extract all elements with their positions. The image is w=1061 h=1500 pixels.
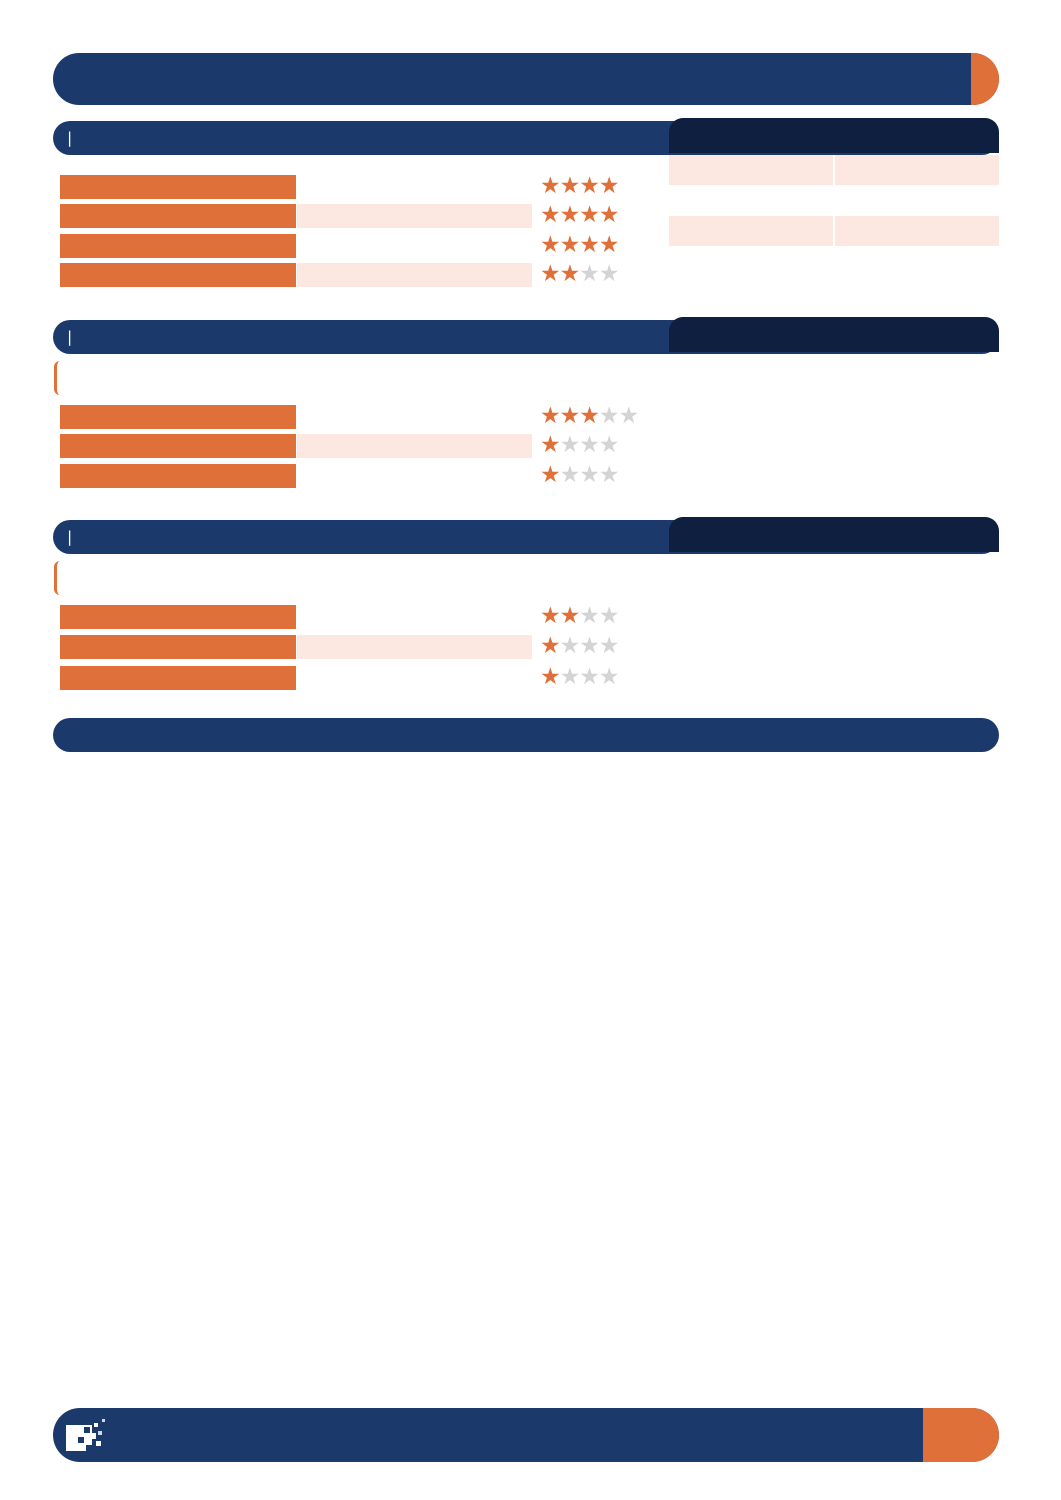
star-filled-icon: ★ (540, 173, 560, 199)
star-filled-icon: ★ (559, 202, 580, 229)
criterion-label (60, 175, 296, 199)
star-filled-icon: ★ (559, 260, 580, 287)
star-empty-icon: ★ (579, 633, 599, 660)
star-filled-icon: ★ (540, 663, 560, 690)
criterion-label (60, 434, 296, 458)
star-filled-icon: ★ (559, 173, 580, 199)
star-filled-icon: ★ (598, 231, 619, 258)
star-rating (540, 203, 619, 227)
star-filled-icon: ★ (559, 403, 580, 429)
criterion-label (60, 405, 296, 429)
star-empty-icon: ★ (598, 260, 619, 287)
star-rating (540, 233, 619, 257)
section-zone (53, 718, 999, 752)
page-title (53, 53, 971, 105)
population-row (669, 155, 999, 185)
footer (53, 1408, 999, 1462)
star-empty-icon: ★ (598, 461, 619, 488)
star-filled-icon: ★ (579, 403, 599, 429)
population-panel-title (669, 118, 999, 153)
star-rating (540, 463, 619, 487)
criterion-value (297, 464, 532, 488)
star-empty-icon: ★ (579, 663, 599, 690)
criterion-value (297, 405, 532, 429)
section-rue: | (53, 320, 999, 354)
star-empty-icon: ★ (618, 403, 639, 429)
criterion-value (297, 434, 532, 458)
star-rating (540, 665, 619, 689)
star-empty-icon: ★ (598, 432, 619, 459)
criterion-label (60, 666, 296, 690)
criterion-label (60, 605, 296, 629)
star-filled-icon: ★ (579, 202, 599, 229)
criterion-label (60, 234, 296, 258)
title-accent (971, 53, 999, 105)
star-empty-icon: ★ (559, 663, 580, 690)
star-filled-icon: ★ (540, 633, 560, 660)
star-rating (540, 262, 619, 286)
star-filled-icon: ★ (540, 260, 560, 287)
star-empty-icon: ★ (579, 603, 599, 629)
page-number (923, 1408, 999, 1462)
rue-note (54, 361, 664, 395)
section-troncon: | (53, 520, 999, 554)
star-rating (540, 174, 619, 198)
star-empty-icon: ★ (598, 603, 619, 629)
star-filled-icon: ★ (559, 231, 580, 258)
section-quartier: | (53, 121, 999, 155)
star-empty-icon: ★ (579, 432, 599, 459)
star-filled-icon: ★ (540, 202, 560, 229)
star-filled-icon: ★ (579, 173, 599, 199)
star-filled-icon: ★ (559, 603, 580, 629)
title-bar (53, 53, 999, 105)
criterion-value (297, 234, 532, 258)
star-filled-icon: ★ (598, 202, 619, 229)
criterion-label (60, 464, 296, 488)
star-rating (540, 604, 619, 628)
population-row (669, 216, 999, 246)
star-empty-icon: ★ (559, 461, 580, 488)
transition-partner-logo (66, 1419, 106, 1451)
star-filled-icon: ★ (540, 432, 560, 459)
star-filled-icon: ★ (579, 231, 599, 258)
criterion-value (297, 666, 532, 690)
criterion-value (297, 204, 532, 228)
star-rating (540, 433, 619, 457)
criterion-value (297, 635, 532, 659)
star-empty-icon: ★ (559, 633, 580, 660)
turnover-rue-title (669, 317, 999, 352)
criterion-value (297, 263, 532, 287)
criterion-label (60, 635, 296, 659)
troncon-note (54, 561, 664, 595)
star-empty-icon: ★ (598, 663, 619, 690)
star-empty-icon: ★ (579, 461, 599, 488)
criterion-value (297, 175, 532, 199)
star-rating (540, 404, 638, 428)
star-empty-icon: ★ (559, 432, 580, 459)
population-row (669, 185, 999, 215)
star-filled-icon: ★ (540, 603, 560, 629)
criterion-label (60, 204, 296, 228)
star-filled-icon: ★ (540, 461, 560, 488)
population-row (669, 246, 999, 276)
criterion-value (297, 605, 532, 629)
star-rating (540, 634, 619, 658)
star-filled-icon: ★ (598, 173, 619, 199)
star-filled-icon: ★ (540, 231, 560, 258)
criterion-label (60, 263, 296, 287)
turnover-troncon-title (669, 517, 999, 552)
star-empty-icon: ★ (598, 633, 619, 660)
star-empty-icon: ★ (579, 260, 599, 287)
star-empty-icon: ★ (598, 403, 619, 429)
star-filled-icon: ★ (540, 403, 560, 429)
